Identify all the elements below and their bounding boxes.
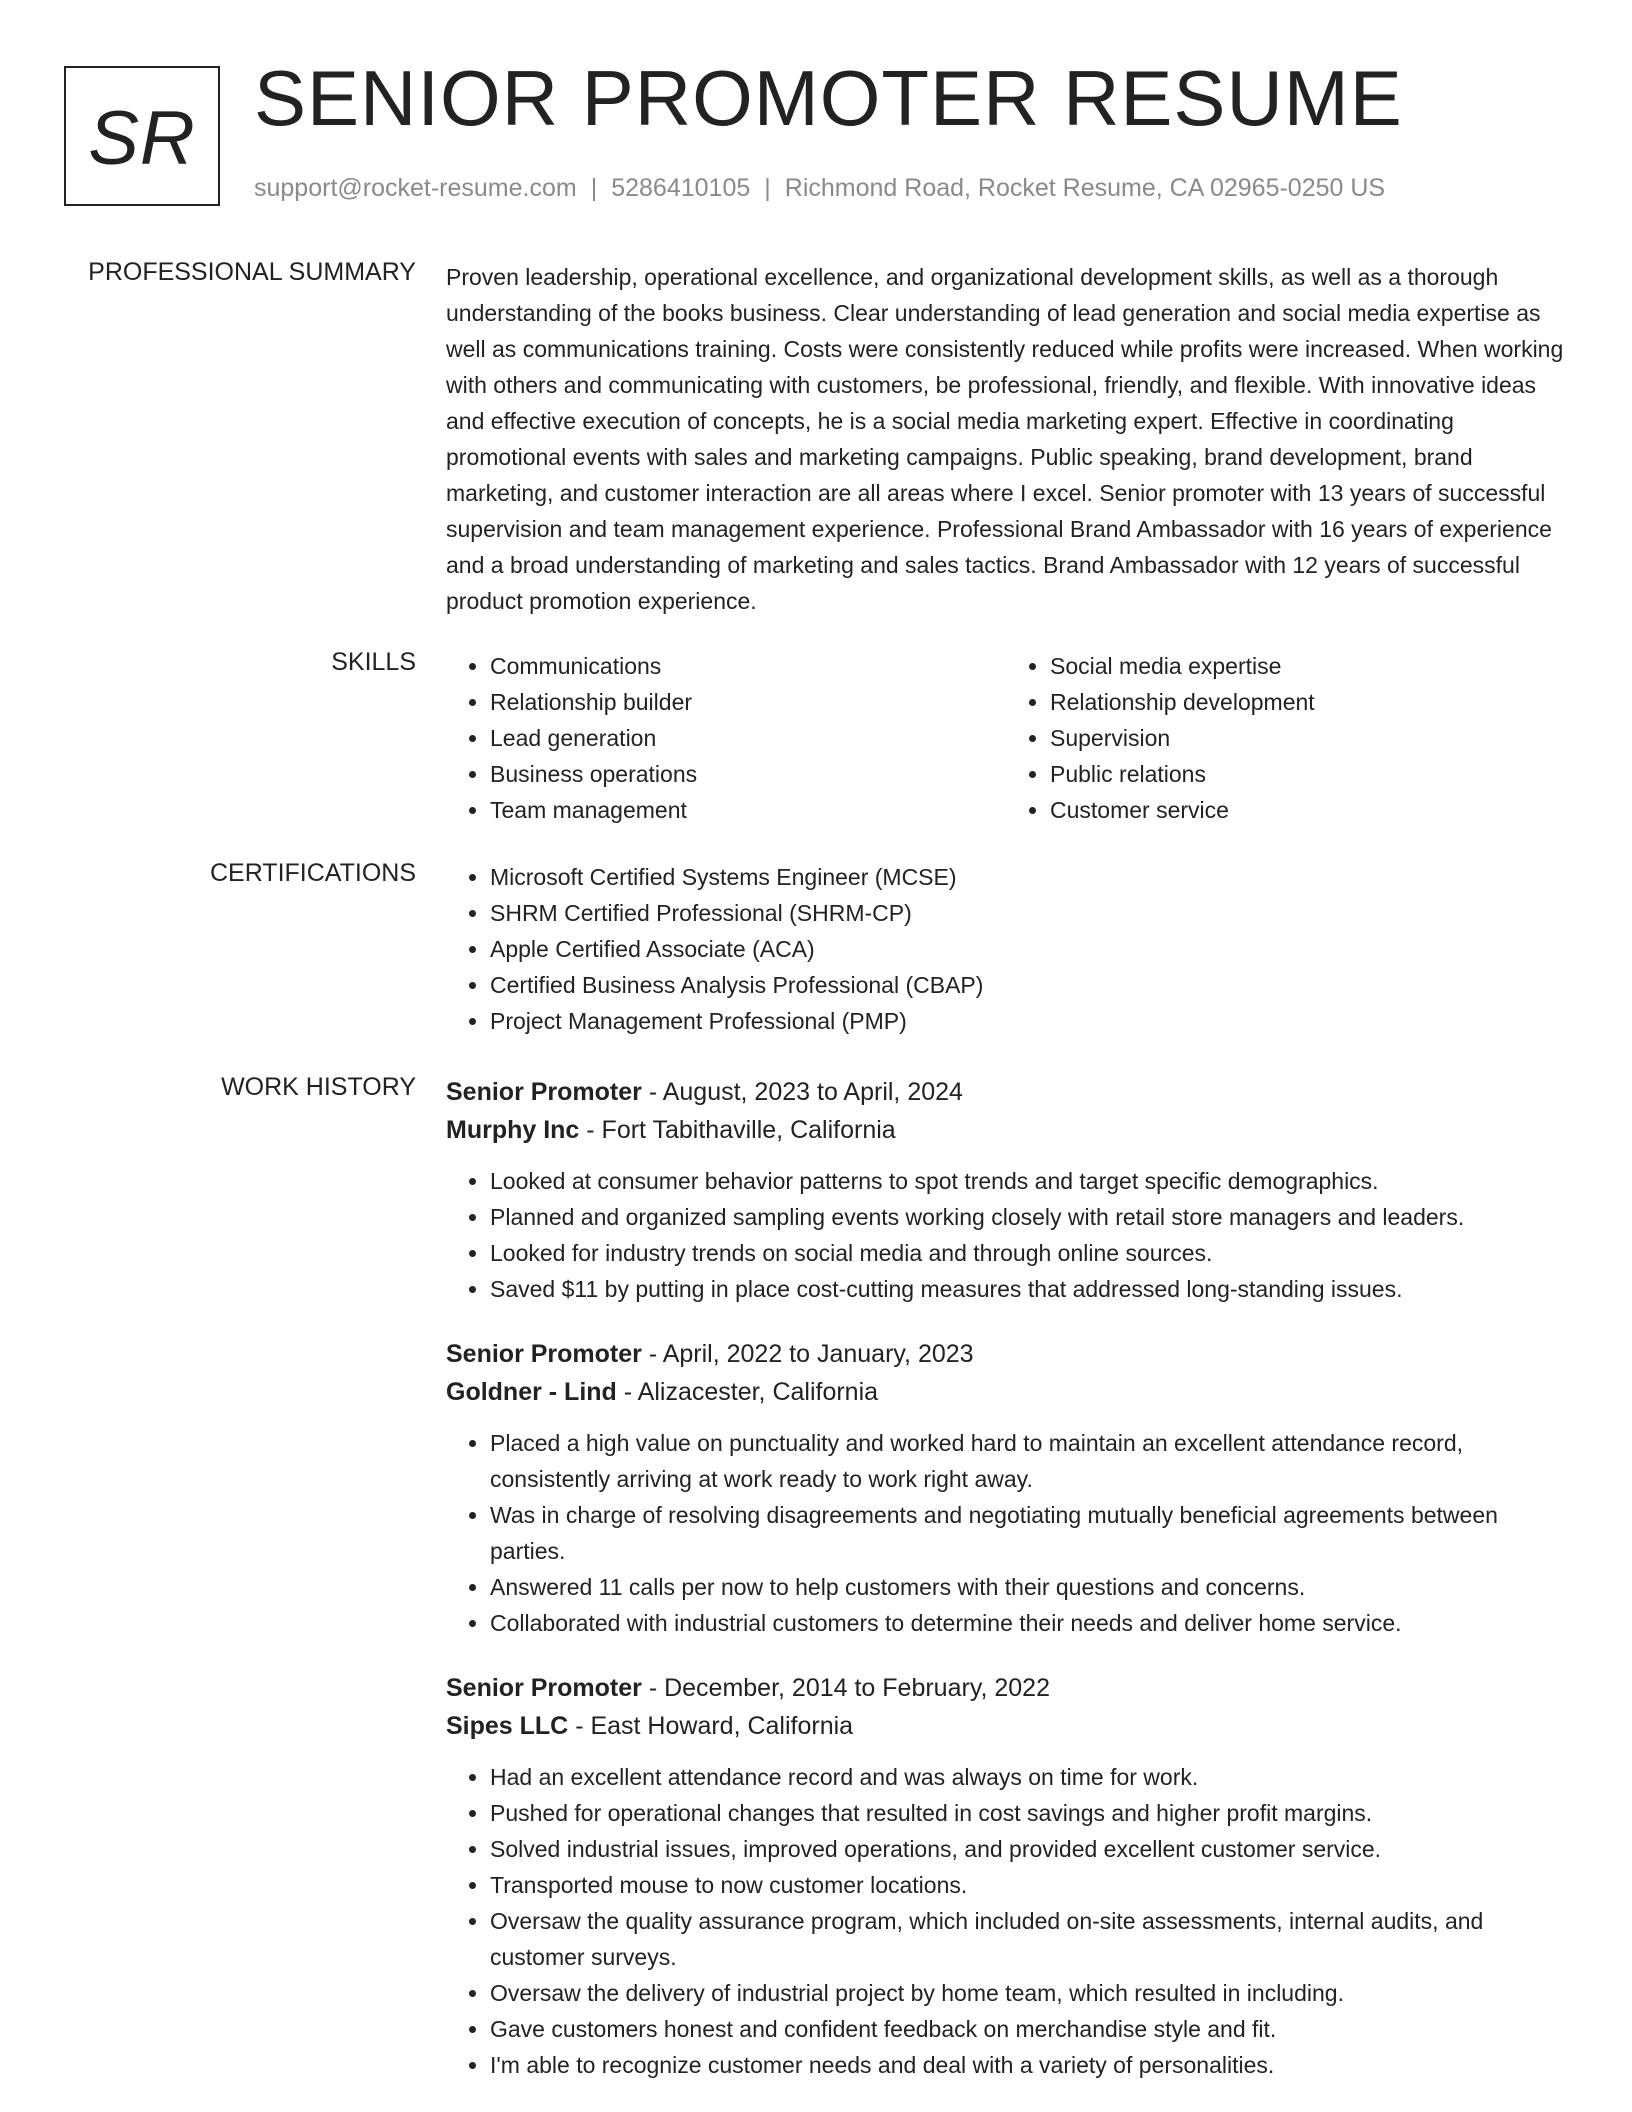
contact-separator: | [590,174,598,202]
summary-text: Proven leadership, operational excellence, and organizational development skills, as well as a thorough understanding of the books business. Clear understanding of lead generation and social media expertise as well as communications training. Costs were consistently reduced while profits were increased. When working with others and communicating with customers, be professional, friendly, and flexible. With innovative ideas and effective execution of concepts, he is a social media marketing expert. Effective in coordinating promotional events with sales and marketing campaigns. Public speaking, brand development, brand marketing, and customer interaction are all areas where I excel. Senior promoter with 13 years of successful supervision and team management experience. Professional Brand Ambassador with 16 years of experience and a broad understanding of marketing and sales tactics. Brand Ambassador with 12 years of successful product promotion experience. [446,264,1564,614]
skill-item: • Business operations [490,756,1006,792]
contact-address: Richmond Road, Rocket Resume, CA 02965-0250 US [784,174,1386,202]
certification-item: • Certified Business Analysis Professional (CBAP) [490,967,1566,1003]
contact-email: support@rocket-resume.com [254,174,577,202]
skill-item: • Lead generation [490,720,1006,756]
contact-line [254,174,1385,203]
job-bullet: • Was in charge of resolving disagreements and negotiating mutually beneficial agreements between parties. [490,1497,1566,1569]
job-location: - Alizacester, California [616,1378,879,1406]
job-dates: - December, 2014 to February, 2022 [641,1674,1050,1702]
skill-item: • Relationship development [1050,684,1566,720]
job-bullets [446,1759,1566,2083]
job-company: Murphy Inc [446,1116,580,1144]
skill-item: • Team management [490,792,1006,828]
job-location: - Fort Tabithaville, California [579,1116,896,1144]
job-company: Goldner - Lind [446,1378,617,1406]
monogram-logo [64,66,220,206]
job-title-line [446,1669,1566,1707]
job-dates: - April, 2022 to January, 2023 [641,1340,974,1368]
job-bullet: • Oversaw the quality assurance program, which included on-site assessments, internal audits, and customer surveys. [490,1903,1566,1975]
job-bullet: • Oversaw the delivery of industrial project by home team, which resulted in including. [490,1975,1566,2011]
certification-item: • SHRM Certified Professional (SHRM-CP) [490,895,1566,931]
skill-item: • Social media expertise [1050,648,1566,684]
skill-item: • Communications [490,648,1006,684]
certification-item: • Microsoft Certified Systems Engineer (MCSE) [490,859,1566,895]
job-bullet: • I'm able to recognize customer needs and deal with a variety of personalities. [490,2047,1566,2083]
job-entry [446,1073,1566,1307]
skill-item: • Supervision [1050,720,1566,756]
job-bullet: • Pushed for operational changes that resulted in cost savings and higher profit margins. [490,1795,1566,1831]
section-heading: CERTIFICATIONS [209,859,416,887]
section-heading: SKILLS [331,648,416,676]
certification-item: • Apple Certified Associate (ACA) [490,931,1566,967]
job-role: Senior Promoter [446,1340,642,1368]
job-bullet: • Had an excellent attendance record and was always on time for work. [490,1759,1566,1795]
certifications-list [446,859,1566,1039]
job-company-line [446,1373,1566,1411]
skill-item: • Relationship builder [490,684,1006,720]
job-entry [446,1335,1566,1641]
job-bullet: • Gave customers honest and confident feedback on merchandise style and fit. [490,2011,1566,2047]
job-bullets [446,1425,1566,1641]
job-title-line [446,1335,1566,1373]
job-title-line [446,1073,1566,1111]
section-heading: PROFESSIONAL SUMMARY [88,258,416,286]
job-bullet: • Saved $11 by putting in place cost-cutting measures that addressed long-standing issues. [490,1271,1566,1307]
jobs-list [446,1073,1566,2111]
resume-title: SENIOR PROMOTER RESUME [254,54,1403,142]
section-heading: WORK HISTORY [221,1073,416,1101]
job-dates: - August, 2023 to April, 2024 [641,1078,963,1106]
job-role: Senior Promoter [446,1078,642,1106]
job-bullet: • Looked at consumer behavior patterns to spot trends and target specific demographics. [490,1163,1566,1199]
job-bullet: • Solved industrial issues, improved operations, and provided excellent customer service. [490,1831,1566,1867]
job-bullet: • Looked for industry trends on social media and through online sources. [490,1235,1566,1271]
skills-list-right [1006,648,1566,828]
job-entry [446,1669,1566,2083]
certification-item: • Project Management Professional (PMP) [490,1003,1566,1039]
job-bullet: • Placed a high value on punctuality and worked hard to maintain an excellent attendance record, consistently arriving at work ready to work right away. [490,1425,1566,1497]
skill-item: • Public relations [1050,756,1566,792]
contact-separator: | [764,174,771,202]
job-role: Senior Promoter [446,1674,642,1702]
job-location: - East Howard, California [568,1712,854,1740]
job-company-line [446,1707,1566,1745]
job-company: Sipes LLC [446,1712,569,1740]
job-bullet: • Planned and organized sampling events working closely with retail store managers and leaders. [490,1199,1566,1235]
job-bullet: • Transported mouse to now customer locations. [490,1867,1566,1903]
monogram-initials: SR [88,95,196,181]
job-bullets [446,1163,1566,1307]
job-company-line [446,1111,1566,1149]
skill-item: • Customer service [1050,792,1566,828]
skills-list-left [446,648,1006,828]
job-bullet: • Answered 11 calls per now to help customers with their questions and concerns. [490,1569,1566,1605]
contact-phone: 5286410105 [611,174,751,202]
job-bullet: • Collaborated with industrial customers to determine their needs and deliver home service. [490,1605,1566,1641]
